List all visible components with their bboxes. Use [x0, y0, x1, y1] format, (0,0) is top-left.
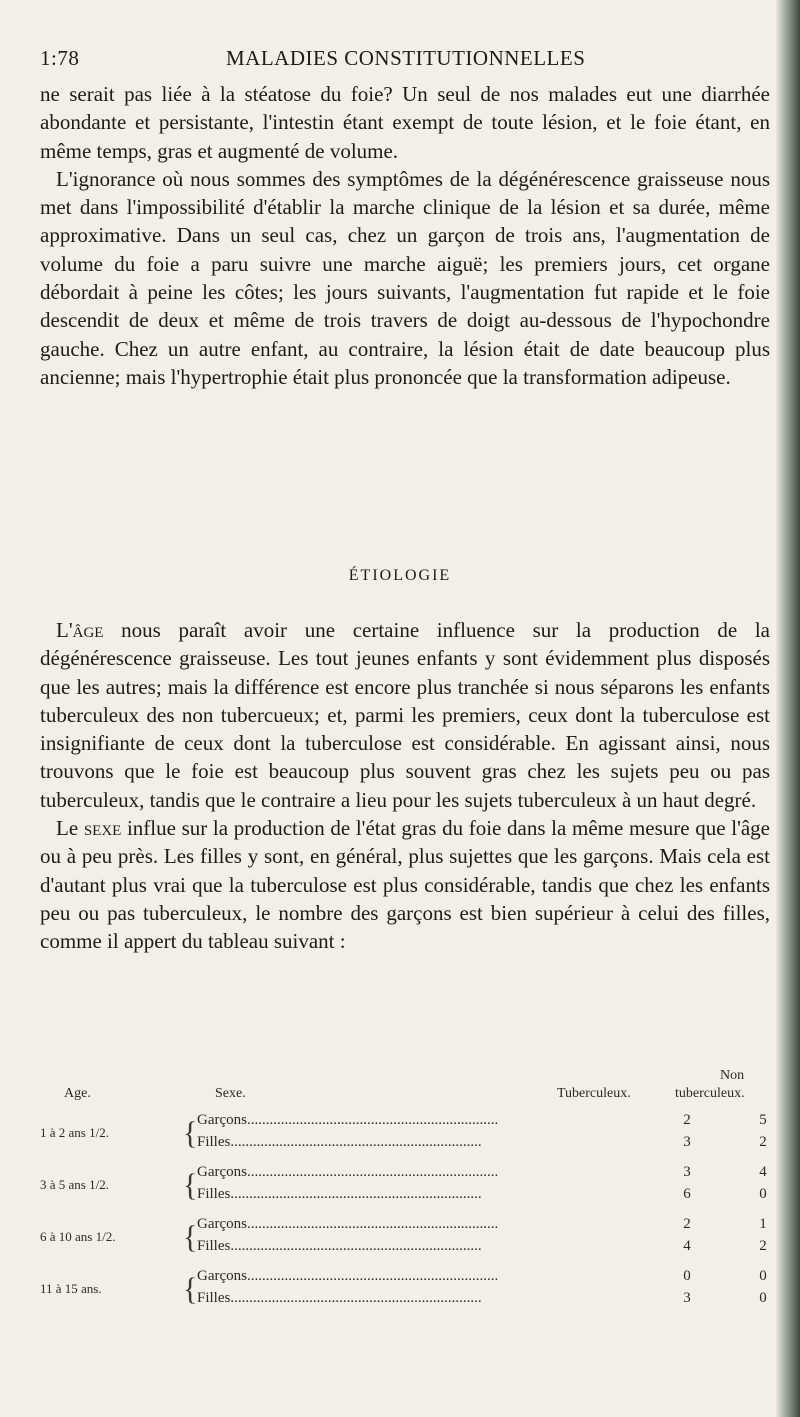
- table-row: [197, 1112, 780, 1132]
- paragraph-2: L'ignorance où nous sommes des symptômes de la dégénérescence graisseuse nous met dans l'impossibilité d'établir la marche clinique de la lésion et sa durée, même approximative. Dans un seul cas, chez un garçon de trois ans, l'augmentation de volume du foie a paru suivre une marche aiguë; les premiers jours, cet organe débordait à peine les côtes; les jours suivants, l'augmentation fut rapide et le foie descendit de deux et même de trois travers de doigt au-dessous de l'hypochondre gauche. Chez un autre enfant, au contraire, la lésion était de date beaucoup plus ancienne; mais l'hypertrophie était plus prononcée que la transformation adipeuse.: [40, 166, 770, 389]
- value-tuberculeux: 3: [683, 1134, 691, 1150]
- paragraph-age: [40, 616, 770, 814]
- table-row: [197, 1134, 780, 1154]
- table-row: [197, 1186, 780, 1206]
- age-range: 1 à 2 ans 1/2.: [40, 1125, 109, 1140]
- age-range: 3 à 5 ans 1/2.: [40, 1177, 109, 1192]
- brace: {: [183, 1168, 198, 1203]
- table-row: [197, 1164, 780, 1184]
- table-group: [40, 1164, 780, 1212]
- sexe-label: Filles...................................................................: [197, 1238, 482, 1254]
- table-row: [197, 1238, 780, 1258]
- value-tuberculeux: 0: [683, 1268, 691, 1284]
- sexe-label: Filles...................................................................: [197, 1290, 482, 1306]
- sexe-label: Garçons...................................................................: [197, 1268, 499, 1284]
- table-group: [40, 1268, 780, 1316]
- paragraph-1: ne serait pas liée à la stéatose du foie? Un seul de nos malades eut une diarrhée abondante et persistante, l'intestin étant exempt de toute lésion, et le foie étant, en même temps, gras et augmenté de volume.: [40, 82, 770, 163]
- value-tuberculeux: 3: [683, 1290, 691, 1306]
- paragraph-sexe-pre: Le: [56, 816, 84, 841]
- brace: {: [183, 1220, 198, 1255]
- header-sexe: Sexe.: [215, 1086, 246, 1101]
- brace: {: [183, 1116, 198, 1151]
- paragraph-sexe: [40, 814, 770, 955]
- sexe-label: Garçons...................................................................: [197, 1164, 499, 1180]
- value-non-tuberculeux: 1: [759, 1216, 767, 1232]
- sexe-label: Filles...................................................................: [197, 1134, 482, 1150]
- age-range: 11 à 15 ans.: [40, 1281, 102, 1296]
- table-group: [40, 1216, 780, 1264]
- table-row: [197, 1290, 780, 1310]
- sexe-label: Garçons...................................................................: [197, 1112, 499, 1128]
- value-non-tuberculeux: 0: [759, 1290, 767, 1306]
- value-tuberculeux: 6: [683, 1186, 691, 1202]
- value-non-tuberculeux: 2: [759, 1134, 767, 1150]
- paragraph-age-text: nous paraît avoir une certaine influence sur la production de la dégénérescence graisseuse. Les tout jeunes enfants y sont évidemment plus disposés que les autres; mais la différence est encore plus tranchée si nous séparons les enfants tuberculeux des non tubercueux; et, parmi les premiers, ceux dont la tuberculose est insignifiante de ceux dont la tuberculose est considérable. En agissant ainsi, nous trouvons que le foie est beaucoup plus souvent gras chez les sujets peu ou pas tuberculeux, tandis que le contraire a lieu pour les sujets tuberculeux à un haut degré.: [40, 618, 770, 812]
- value-non-tuberculeux: 0: [759, 1268, 767, 1284]
- page-header: [40, 46, 770, 70]
- value-non-tuberculeux: 5: [759, 1112, 767, 1128]
- table-group: [40, 1112, 780, 1160]
- header-non: Non: [720, 1068, 745, 1083]
- value-tuberculeux: 2: [683, 1216, 691, 1232]
- sexe-label: Garçons...................................................................: [197, 1216, 499, 1232]
- value-non-tuberculeux: 4: [759, 1164, 767, 1180]
- term-age: L'âge: [56, 618, 104, 642]
- value-tuberculeux: 4: [683, 1238, 691, 1254]
- table-row: [197, 1268, 780, 1288]
- value-tuberculeux: 2: [683, 1112, 691, 1128]
- term-sexe: sexe: [83, 816, 122, 841]
- sexe-label: Filles...................................................................: [197, 1186, 482, 1202]
- body-etiologie: [40, 616, 770, 956]
- body-top: [40, 80, 770, 391]
- page-number: 1:78: [40, 46, 80, 70]
- age-range: 6 à 10 ans 1/2.: [40, 1229, 116, 1244]
- brace: {: [183, 1272, 198, 1307]
- header-age: Age.: [64, 1086, 91, 1101]
- value-tuberculeux: 3: [683, 1164, 691, 1180]
- header-tuberculeux: Tuberculeux.: [557, 1086, 631, 1101]
- header-non-tuberculeux: tuberculeux.: [675, 1086, 745, 1101]
- running-title: MALADIES CONSTITUTIONNELLES: [226, 46, 586, 70]
- value-non-tuberculeux: 2: [759, 1238, 767, 1254]
- value-non-tuberculeux: 0: [759, 1186, 767, 1202]
- section-title: ÉTIOLOGIE: [348, 567, 452, 584]
- paragraph-sexe-text: influe sur la production de l'état gras du foie dans la même mesure que l'âge ou à peu près. Les filles y sont, en général, plus sujettes que les garçons. Mais cela est d'autant plus vrai que la tuberculose est plus considérable, tandis que chez les enfants peu ou pas tuberculeux, le nombre des garçons est bien supérieur à celui des filles, comme il appert du tableau suivant :: [40, 816, 770, 954]
- table-row: [197, 1216, 780, 1236]
